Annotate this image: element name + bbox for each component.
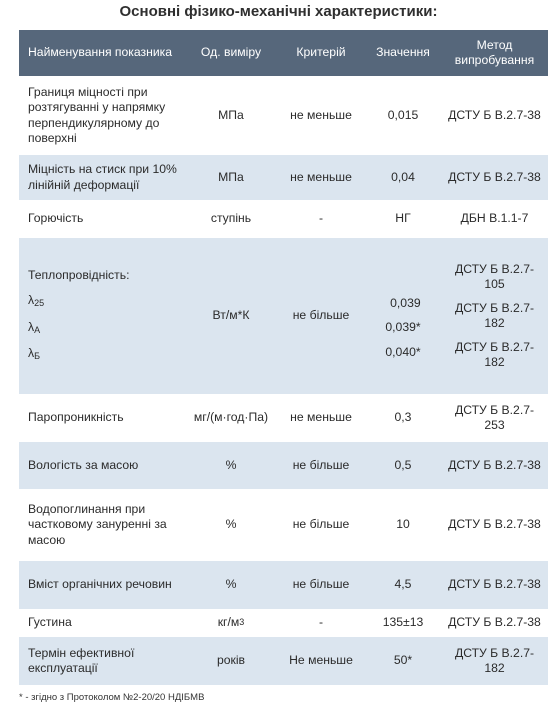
row-unit: кг/м 3: [217, 615, 245, 630]
row-value: НГ: [395, 211, 411, 226]
row-criterion: не меньше: [290, 169, 352, 184]
row-value: 10: [396, 517, 410, 532]
header-name: Найменування показника: [28, 45, 173, 60]
row-value: 4,5: [394, 577, 412, 592]
table-row: [19, 561, 548, 609]
table-row: [19, 200, 548, 238]
lambda-a: $\lambda_А$: [28, 319, 41, 335]
row-name: Термін ефективної експлуатації: [28, 645, 135, 675]
row-unit: %: [225, 517, 237, 532]
row-method: ДБН В.1.1-7: [460, 211, 529, 226]
row-unit: %: [225, 457, 237, 472]
method-lambda-b: ДСТУ Б В.2.7-182: [454, 339, 535, 369]
row-criterion: не більше: [292, 577, 350, 592]
row-criterion: не меньше: [290, 410, 352, 425]
row-unit: років: [216, 653, 246, 668]
row-name: Паропроникність: [28, 410, 124, 425]
value-lambda-a: 0,039*: [385, 320, 421, 335]
method-lambda-a: ДСТУ Б В.2.7-182: [454, 300, 535, 330]
footnote: * - згідно з Протоколом №2-20/20 НДІБМВ: [19, 692, 205, 703]
row-unit: мг/(м·год·Па): [193, 410, 269, 425]
table-row: [19, 609, 548, 637]
row-value: [365, 238, 441, 394]
table-title: Основні фізико-механічні характеристики:: [119, 3, 438, 20]
row-criterion: не більше: [292, 308, 350, 323]
row-method: ДСТУ Б В.2.7-253: [454, 402, 535, 432]
row-name: Вологість за масою: [28, 457, 139, 472]
row-name: Вміст органічних речовин: [28, 577, 172, 592]
row-criterion: не меньше: [290, 107, 352, 122]
row-unit: МПа: [218, 107, 244, 122]
thermal-conductivity-label: Теплопровідність:: [28, 267, 130, 282]
row-name: [19, 238, 185, 394]
method-lambda-25: ДСТУ Б В.2.7-105: [454, 261, 535, 291]
row-method: ДСТУ Б В.2.7-182: [454, 645, 535, 675]
table-row: [19, 637, 548, 685]
row-unit: ступінь: [210, 211, 252, 226]
table-header-row: [19, 30, 548, 76]
value-lambda-25: 0,039: [390, 295, 421, 310]
header-value: Значення: [376, 45, 430, 60]
table-row: [19, 238, 548, 394]
row-value: 50*: [393, 653, 413, 668]
row-name: Водопоглинання при частковому зануренні за масою: [28, 501, 167, 547]
row-criterion: Не меньше: [289, 653, 353, 668]
row-method: ДСТУ Б В.2.7-38: [448, 577, 541, 592]
value-lambda-b: 0,040*: [385, 344, 421, 359]
row-value: 0,5: [394, 457, 412, 472]
header-criterion: Критерій: [296, 45, 346, 60]
row-value: 0,3: [394, 410, 412, 425]
row-unit: %: [225, 577, 237, 592]
row-name: Границя міцності при розтягуванні у напрямку перпендикулярному до поверхні: [28, 84, 166, 145]
row-criterion: не більше: [292, 457, 350, 472]
row-criterion: -: [318, 615, 324, 630]
table-row: [19, 155, 548, 200]
row-criterion: -: [318, 211, 324, 226]
lambda-25: $\lambda_{25}$: [28, 293, 45, 308]
row-value: 0,015: [387, 107, 419, 122]
table-row: [19, 76, 548, 155]
row-unit: МПа: [218, 169, 244, 184]
table-row: [19, 442, 548, 489]
row-value: 135±13: [382, 615, 424, 630]
row-method: ДСТУ Б В.2.7-38: [448, 169, 541, 184]
header-method: Метод випробування: [454, 37, 535, 67]
row-value: 0,04: [391, 169, 415, 184]
row-method: [441, 238, 548, 394]
header-unit: Од. виміру: [200, 45, 262, 60]
lambda-b: $\lambda_Б$: [28, 346, 40, 361]
row-method: ДСТУ Б В.2.7-38: [448, 615, 541, 630]
row-unit: Вт/м*К: [212, 308, 250, 323]
table-row: [19, 394, 548, 442]
row-name: Густина: [28, 615, 72, 630]
row-criterion: не більше: [292, 517, 350, 532]
row-method: ДСТУ Б В.2.7-38: [448, 107, 541, 122]
row-name: Міцність на стиск при 10% лінійній деформації: [28, 162, 177, 192]
table-row: [19, 489, 548, 561]
row-method: ДСТУ Б В.2.7-38: [448, 517, 541, 532]
row-method: ДСТУ Б В.2.7-38: [448, 457, 541, 472]
row-name: Горючість: [28, 211, 84, 226]
